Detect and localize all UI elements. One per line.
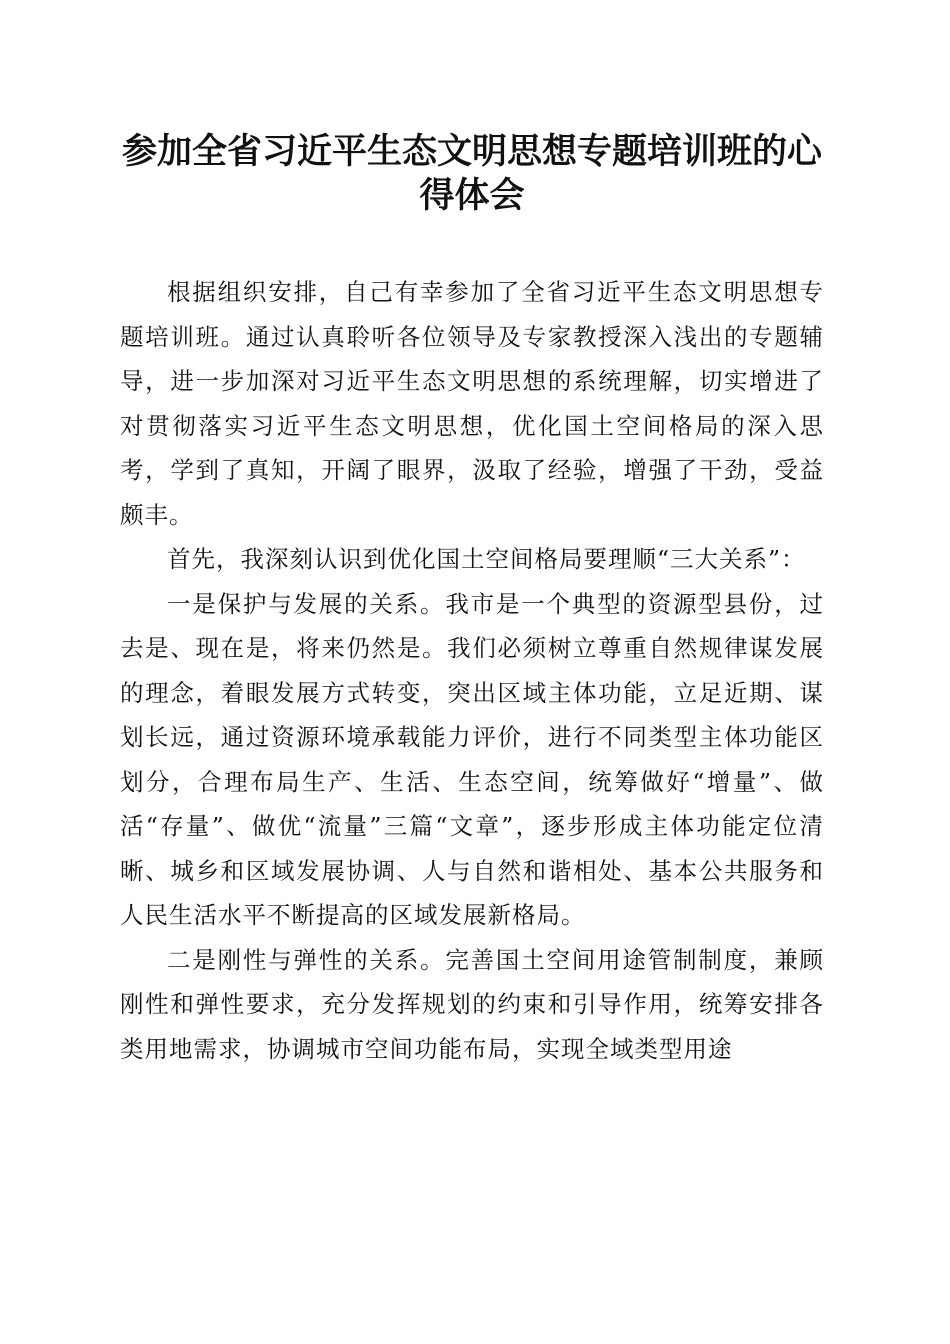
paragraph-text: 根据组织安排，自己有幸参加了全省习近平生态文明思想专题培训班。通过认真聆听各位领导及专家教授深入浅出的专题辅导，进一步加深对习近平生态文明思想的系统理解，切实增进了对贯彻落实习近平生态文明思想，优化国土空间格局的深入思考，学到了真知，开阔了眼界，汲取了经验，增强了干劲，受益颇丰。 <box>120 278 824 529</box>
document-page <box>120 130 824 1071</box>
paragraph-intro <box>120 270 824 537</box>
paragraph-text: 首先，我深刻认识到优化国土空间格局要理顺“三大关系”： <box>167 545 806 573</box>
document-title: 参加全省习近平生态文明思想专题培训班的心得体会 <box>121 131 822 216</box>
document-body <box>120 270 824 1071</box>
paragraph-rigidity-flexibility <box>120 938 824 1072</box>
paragraph-three-relations <box>120 537 824 582</box>
paragraph-protection-development <box>120 582 824 938</box>
paragraph-lead: 二是刚性与弹性的关系。 <box>167 945 446 974</box>
paragraph-lead: 一是保护与发展的关系。 <box>167 589 446 618</box>
paragraph-text: 我市是一个典型的资源型县份，过去是、现在是，将来仍然是。我们必须树立尊重自然规律谋发展的理念，着眼发展方式转变，突出区域主体功能，立足近期、谋划长远，通过资源环境承载能力评价，进行不同类型主体功能区划分，合理布局生产、生活、生态空间，统筹做好“增量”、做活“存量”、做优“流量”三篇“文章”，逐步形成主体功能定位清晰、城乡和区域发展协调、人与自然和谐相处、基本公共服务和人民生活水平不断提高的区域发展新格局。 <box>120 589 825 929</box>
paragraph-text: 完善国土空间用途管制制度，兼顾刚性和弹性要求，充分发挥规划的约束和引导作用，统筹安排各类用地需求，协调城市空间功能布局，实现全域类型用途 <box>120 945 825 1063</box>
